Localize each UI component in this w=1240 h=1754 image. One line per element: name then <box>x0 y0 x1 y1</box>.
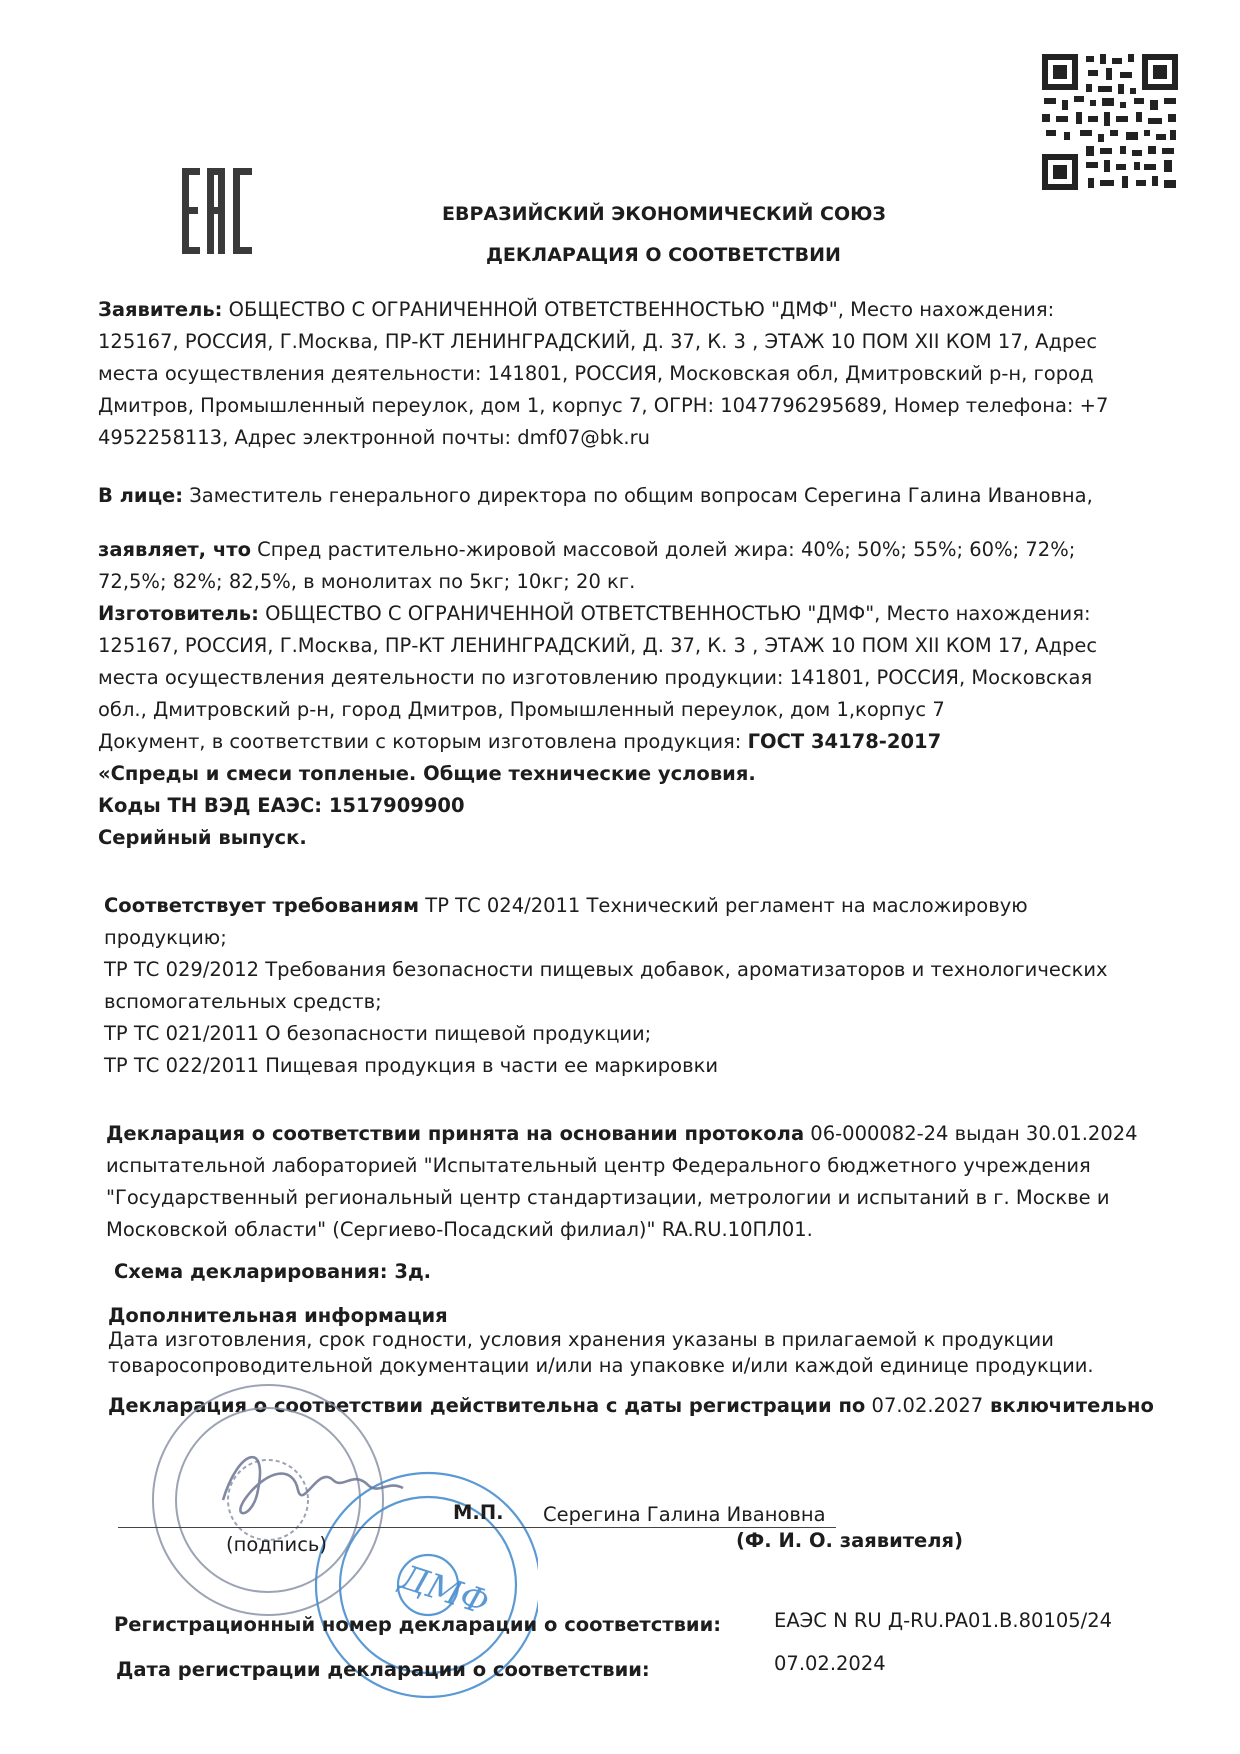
document-standard-title: «Спреды и смеси топленые. Общие технические условия. <box>98 762 756 785</box>
applicant-line-1 <box>98 300 1054 320</box>
applicant-line-4: Дмитров, Промышленный переулок, дом 1, корпус 7, ОГРН: 1047796295689, Номер телефона: +7 <box>98 394 1109 417</box>
validity-date: 07.02.2027 <box>865 1394 984 1417</box>
basis-text: 06-000082-24 выдан 30.01.2024 <box>804 1122 1138 1145</box>
requirements-line-6: ТР ТС 022/2011 Пищевая продукция в части ее маркировки <box>104 1054 719 1077</box>
manufacturer-line-2: 125167, РОССИЯ, Г.Москва, ПР-КТ ЛЕНИНГРАДСКИЙ, Д. 37, К. 3 , ЭТАЖ 10 ПОМ XII КОМ 17, Адрес <box>98 634 1098 657</box>
declares-line-2: 72,5%; 82%; 82,5%, в монолитах по 5кг; 10кг; 20 кг. <box>98 570 636 593</box>
hs-codes: Коды ТН ВЭД ЕАЭС: 1517909900 <box>98 794 465 817</box>
signature-caption: (подпись) <box>226 1533 328 1556</box>
requirements-text: ТР ТС 024/2011 Технический регламент на масложировую <box>419 894 1028 917</box>
representative-label: В лице: <box>98 484 184 507</box>
declares-text: Спред растительно-жировой массовой долей жира: 40%; 50%; 55%; 60%; 72%; <box>250 538 1076 561</box>
requirements-line-3: ТР ТС 029/2012 Требования безопасности пищевых добавок, ароматизаторов и технологических <box>104 958 1108 981</box>
basis-line-4: Московской области" (Сергиево-Посадский филиал)" RA.RU.10ПЛ01. <box>106 1218 813 1241</box>
signature-underline <box>118 1527 836 1528</box>
name-caption: (Ф. И. О. заявителя) <box>736 1529 963 1552</box>
declaration-scheme: Схема декларирования: 3д. <box>114 1260 432 1283</box>
registration-date: 07.02.2024 <box>774 1652 886 1675</box>
additional-info-title: Дополнительная информация <box>108 1304 448 1327</box>
applicant-label: Заявитель: <box>98 298 223 321</box>
requirements-line-1 <box>104 896 1028 916</box>
grey-company-seal <box>153 1385 383 1615</box>
serial-release: Серийный выпуск. <box>98 826 307 849</box>
declares-label: заявляет, что <box>98 538 251 561</box>
additional-info-line-2: товаросопроводительной документации и/или на упаковке и/или каждой единице продукции. <box>108 1354 1094 1377</box>
requirements-line-2: продукцию; <box>104 926 227 949</box>
registration-number-label: Регистрационный номер декларации о соответствии: <box>114 1613 722 1636</box>
document-standard: ГОСТ 34178-2017 <box>747 730 942 753</box>
additional-info-line-1: Дата изготовления, срок годности, условия хранения указаны в прилагаемой к продукции <box>108 1328 1054 1351</box>
representative-text: Заместитель генерального директора по общим вопросам Серегина Галина Ивановна, <box>183 484 1093 507</box>
registration-number: ЕАЭС N RU Д-RU.PA01.B.80105/24 <box>774 1609 1113 1632</box>
basis-line-3: "Государственный региональный центр стандартизации, метрологии и испытаний в г. Москве и <box>106 1186 1110 1209</box>
union-title: ЕВРАЗИЙСКИЙ ЭКОНОМИЧЕСКИЙ СОЮЗ <box>442 203 886 225</box>
qr-code <box>1040 52 1180 192</box>
manufacturer-text: ОБЩЕСТВО С ОГРАНИЧЕННОЙ ОТВЕТСТВЕННОСТЬЮ "ДМФ", Место нахождения: <box>258 602 1091 625</box>
validity-suffix: включительно <box>983 1394 1154 1417</box>
requirements-line-4: вспомогательных средств; <box>104 990 382 1013</box>
manufacturer-line-4: обл., Дмитровский р-н, город Дмитров, Промышленный переулок, дом 1,корпус 7 <box>98 698 945 721</box>
mp-label: М.П. <box>453 1501 504 1524</box>
eac-logo <box>182 168 252 254</box>
document-title: ДЕКЛАРАЦИЯ О СООТВЕТСТВИИ <box>486 244 841 266</box>
applicant-line-3: места осуществления деятельности: 141801, РОССИЯ, Московская обл, Дмитровский р-н, город <box>98 362 1094 385</box>
basis-label: Декларация о соответствии принята на основании протокола <box>106 1122 805 1145</box>
basis-line-2: испытательной лабораторией "Испытательный центр Федерального бюджетного учреждения <box>106 1154 1091 1177</box>
blue-seal-center-mark: ДМФ <box>395 1557 494 1624</box>
document-text: Документ, в соответствии с которым изготовлена продукция: <box>98 730 748 753</box>
applicant-line-2: 125167, РОССИЯ, Г.Москва, ПР-КТ ЛЕНИНГРАДСКИЙ, Д. 37, К. 3 , ЭТАЖ 10 ПОМ XII КОМ 17, Адрес <box>98 330 1098 353</box>
representative-line <box>98 486 1093 506</box>
requirements-line-5: ТР ТС 021/2011 О безопасности пищевой продукции; <box>104 1022 652 1045</box>
signer-name: Серегина Галина Ивановна <box>543 1503 826 1526</box>
applicant-line-5: 4952258113, Адрес электронной почты: dmf07@bk.ru <box>98 426 651 449</box>
manufacturer-line-1 <box>98 604 1091 624</box>
manufacturer-label: Изготовитель: <box>98 602 259 625</box>
validity-label: Декларация о соответствии действительна с даты регистрации по <box>108 1394 866 1417</box>
basis-line-1 <box>106 1124 1138 1144</box>
document-line <box>98 732 941 752</box>
applicant-text: ОБЩЕСТВО С ОГРАНИЧЕННОЙ ОТВЕТСТВЕННОСТЬЮ "ДМФ", Место нахождения: <box>222 298 1055 321</box>
requirements-label: Соответствует требованиям <box>104 894 420 917</box>
declares-line-1 <box>98 540 1075 560</box>
manufacturer-line-3: места осуществления деятельности по изготовлению продукции: 141801, РОССИЯ, Московская <box>98 666 1093 689</box>
registration-date-label: Дата регистрации декларации о соответствии: <box>116 1658 650 1681</box>
